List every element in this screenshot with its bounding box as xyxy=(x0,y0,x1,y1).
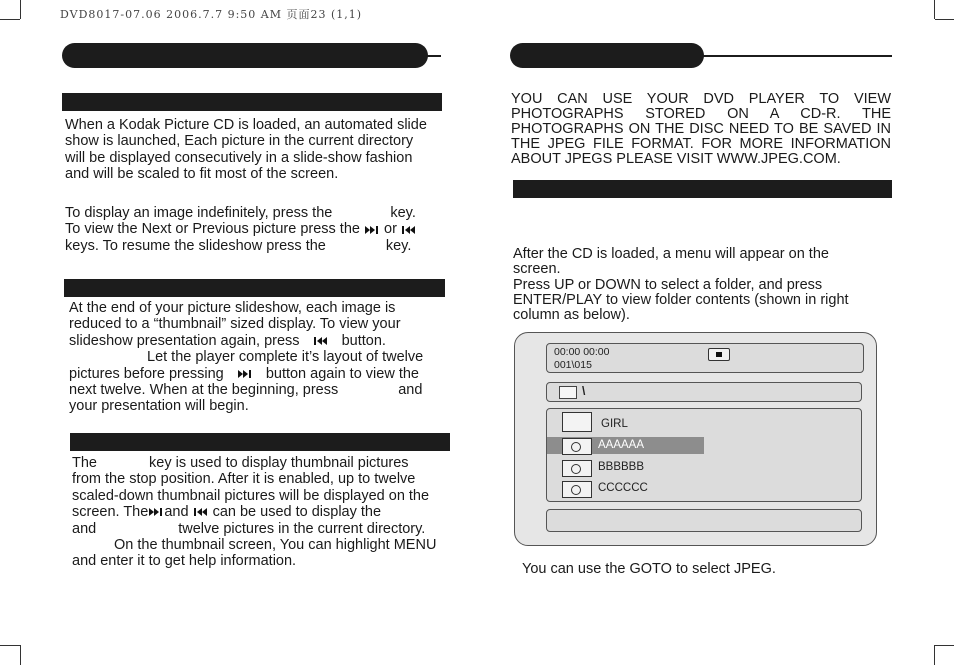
thumbnail-key-paragraph: The key is used to display thumbnail pictures from the stop position. After it is enabled, up to twelve scaled-down thumbnail pictures will be displayed on the screen. The and can be used to display the and twelve pictures in the current directory. On the thumbnail screen, You can highlight MENU and enter it to get help information. xyxy=(72,455,437,570)
list-item[interactable]: CCCCCC xyxy=(547,480,707,497)
next-track-icon xyxy=(234,369,256,379)
time-readout: 00:00 00:00 xyxy=(554,346,610,358)
menu-instructions: After the CD is loaded, a menu will appear on the screen. Press UP or DOWN to select a folder, and press ENTER/PLAY to view folder contents (shown in right column as below). xyxy=(513,246,849,324)
subsection-bar xyxy=(64,279,445,297)
goto-note: You can use the GOTO to select JPEG. xyxy=(522,561,776,577)
folder-icon xyxy=(559,386,577,399)
print-header: DVD8017-07.06 2006.7.7 9:50 AM 页面23 (1,1) xyxy=(60,8,363,21)
current-path: \ xyxy=(582,384,586,398)
status-panel xyxy=(546,343,864,373)
crop-mark xyxy=(20,645,21,665)
subsection-bar xyxy=(62,93,442,111)
crop-mark xyxy=(0,645,20,646)
bottom-info-bar xyxy=(546,509,862,532)
intro-paragraph: YOU CAN USE YOUR DVD PLAYER TO VIEW PHOTOGRAPHS STORED ON A CD-R. THE PHOTOGRAPHS ON THE DISC NEED TO BE SAVED IN THE JPEG FILE FORMAT. FOR MORE INFORMATION ABOUT JPEGS PLEASE VISIT WWW.JPEG.COM. xyxy=(511,91,891,167)
image-file-icon xyxy=(562,438,592,455)
section-title-pill xyxy=(62,43,428,68)
next-track-icon xyxy=(364,225,380,235)
slideshow-paragraph: When a Kodak Picture CD is loaded, an automated slide show is launched, Each picture in the current directory will be displayed consecutively in a slide-show fashion and will be scaled to fit most of the screen. xyxy=(65,117,427,183)
list-item[interactable]: AAAAAA xyxy=(547,437,704,454)
subsection-bar xyxy=(513,180,892,198)
previous-track-icon xyxy=(193,507,209,517)
section-title-rule xyxy=(700,55,892,57)
section-title-rule xyxy=(420,55,441,57)
folder-icon xyxy=(562,412,592,432)
list-item[interactable]: BBBBBB xyxy=(547,459,707,476)
next-track-icon xyxy=(148,507,164,517)
image-file-icon xyxy=(562,481,592,498)
subsection-bar xyxy=(70,433,450,451)
crop-mark xyxy=(0,19,20,20)
jpeg-menu-screen xyxy=(514,332,877,546)
list-item[interactable]: GIRL xyxy=(547,415,707,432)
section-title-pill xyxy=(510,43,704,68)
crop-mark xyxy=(935,19,954,20)
image-file-icon xyxy=(562,460,592,477)
file-list xyxy=(546,408,862,502)
track-readout: 001\015 xyxy=(554,359,592,371)
crop-mark xyxy=(935,645,954,646)
stop-icon xyxy=(708,348,730,361)
path-bar xyxy=(546,382,862,402)
previous-track-icon xyxy=(401,225,417,235)
crop-mark xyxy=(20,0,21,19)
crop-mark xyxy=(934,0,935,19)
previous-track-icon xyxy=(310,336,332,346)
thumbnail-slideshow-paragraph: At the end of your picture slideshow, each image is reduced to a “thumbnail” sized display. To view your slideshow presentation again, press button. Let the player complete it’s layout of twelve pictures before pressing button again to view the next twelve. When at the beginning, press and your presentation will begin. xyxy=(69,300,424,415)
crop-mark xyxy=(934,645,935,665)
display-controls-paragraph: To display an image indefinitely, press the key. To view the Next or Previous picture press the or keys. To resume the slideshow press the key. xyxy=(65,205,416,254)
